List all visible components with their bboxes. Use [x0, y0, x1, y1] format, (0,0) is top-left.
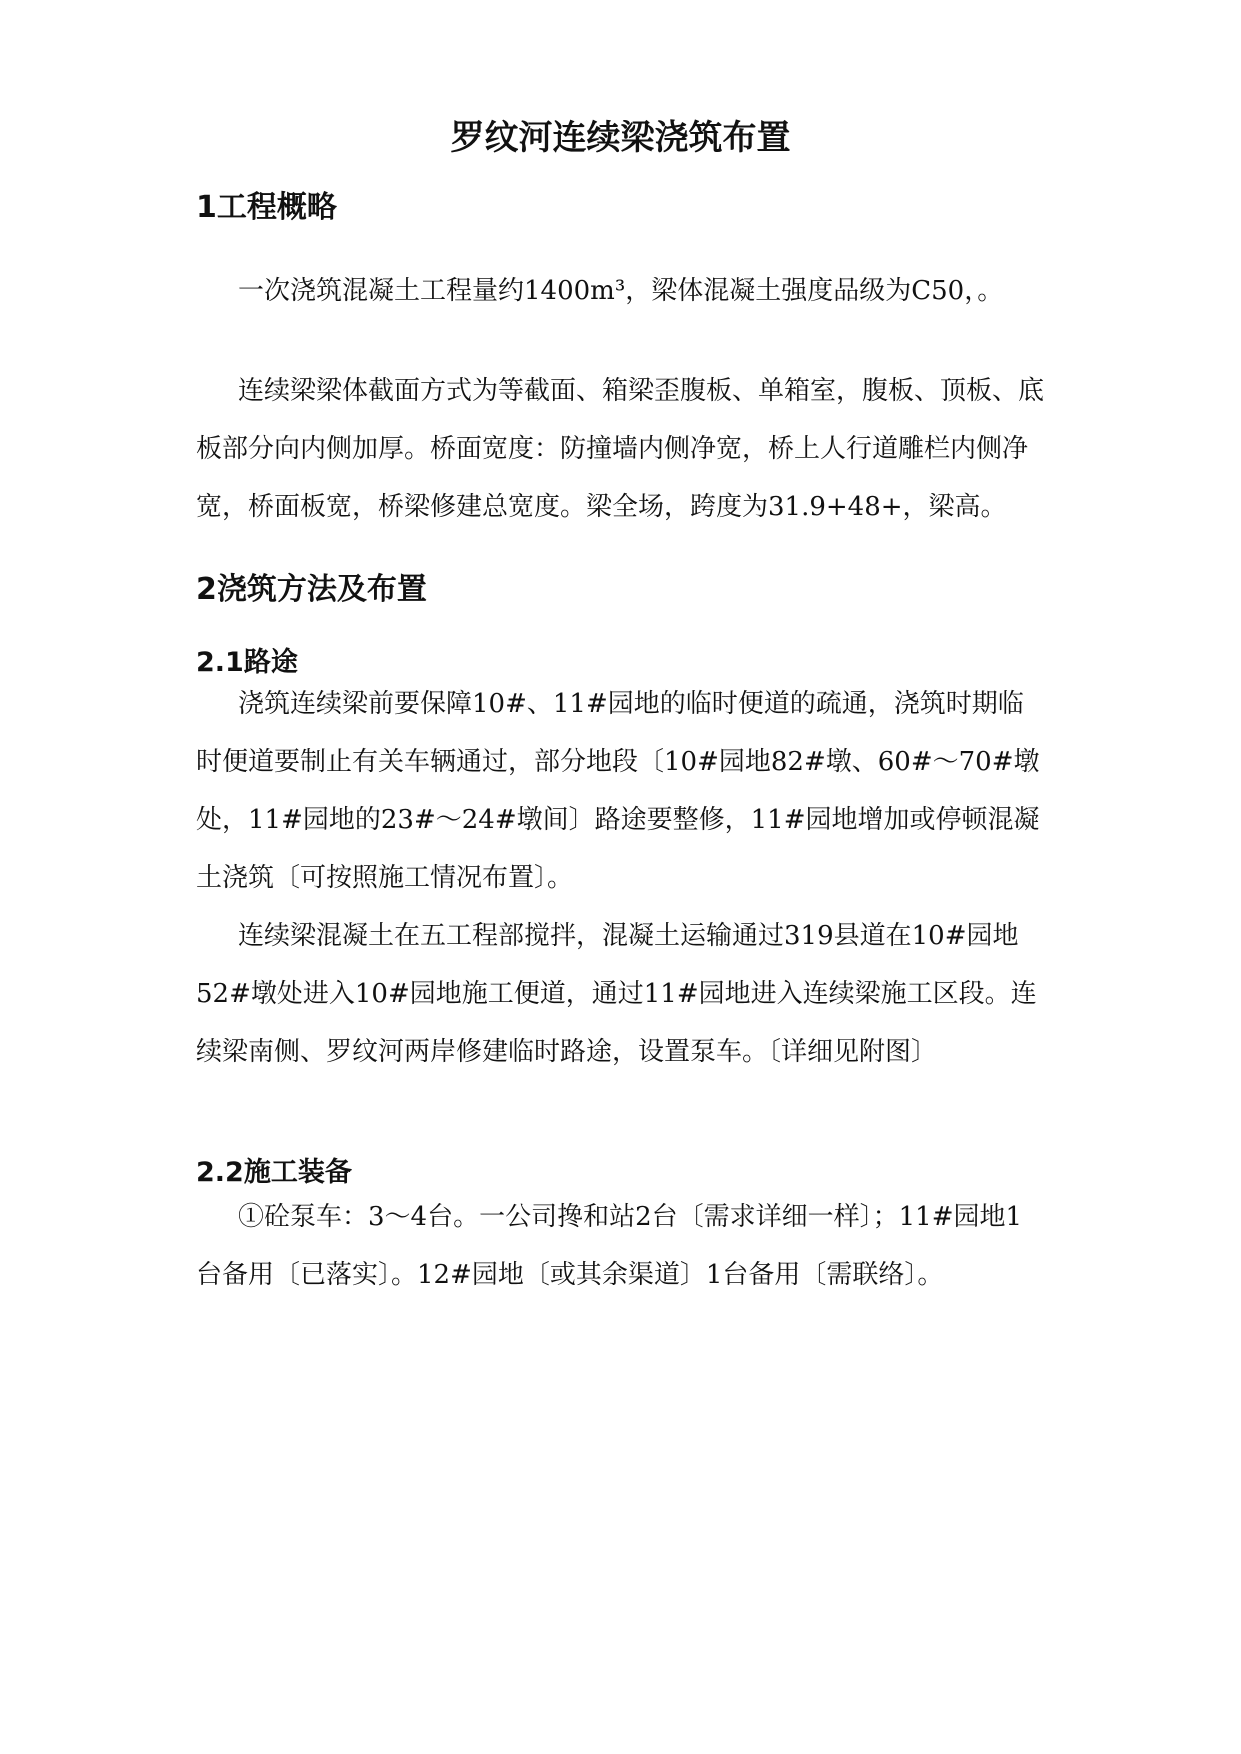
subsection-heading-equipment: 2.2施工装备 [196, 1157, 352, 1188]
paragraph-route-1: 浇筑连续梁前要保障10#、11#园地的临时便道的疏通，浇筑时期临时便道要制止有关车辆通过，部分地段〔10#园地82#墩、60#～70#墩处，11#园地的23#～24#墩间〕路途要整修，11#园地增加或停顿混凝土浇筑〔可按照施工情况布置〕。 [196, 689, 1040, 893]
document-title: 罗纹河连续梁浇筑布置 [450, 118, 791, 158]
paragraph-route-2: 连续梁混凝土在五工程部搅拌，混凝土运输通过319县道在10#园地52#墩处进入10#园地施工便道，通过11#园地进入连续梁施工区段。连续梁南侧、罗纹河两岸修建临时路途，设置泵车。〔详细见附图〕 [196, 921, 1037, 1067]
section-heading-overview: 1工程概略 [196, 190, 337, 225]
section-heading-method: 2浇筑方法及布置 [196, 572, 427, 607]
paragraph-overview-2: 连续梁梁体截面方式为等截面、箱梁歪腹板、单箱室，腹板、顶板、底板部分向内侧加厚。桥面宽度：防撞墙内侧净宽，桥上人行道雕栏内侧净宽，桥面板宽，桥梁修建总宽度。梁全场，跨度为31.9+48+，梁高。 [196, 376, 1045, 522]
paragraph-overview-1: 一次浇筑混凝土工程量约1400m³，梁体混凝土强度品级为C50，。 [238, 276, 1004, 306]
subsection-heading-route: 2.1路途 [196, 647, 298, 678]
paragraph-equipment-1: ①砼泵车：3～4台。一公司搀和站2台〔需求详细一样〕；11#园地1台备用〔已落实〕。12#园地〔或其余渠道〕1台备用〔需联络〕。 [196, 1202, 1023, 1290]
